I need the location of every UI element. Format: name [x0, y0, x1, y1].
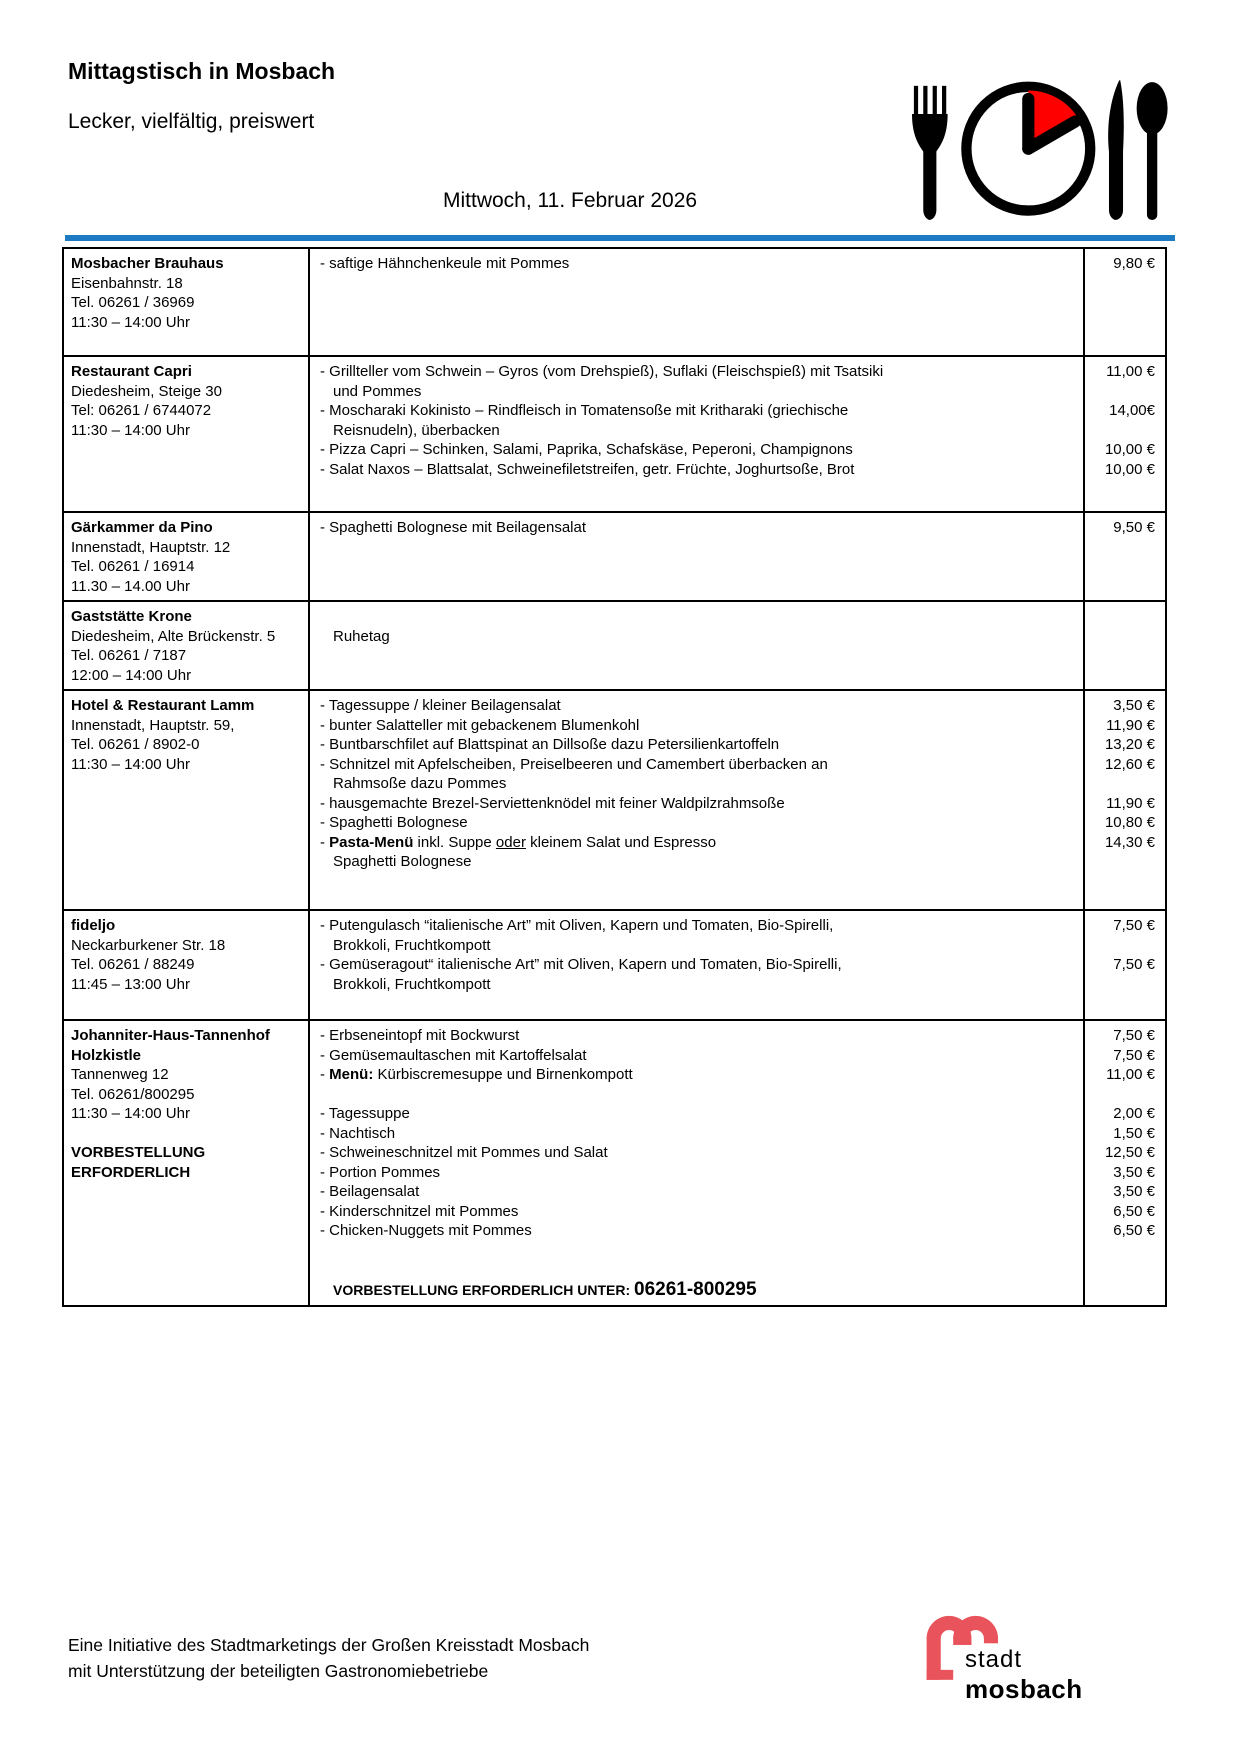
price-value: 2,00 € — [1113, 1105, 1155, 1122]
price-value: 3,50 € — [1113, 1183, 1155, 1200]
spacer — [1087, 1241, 1155, 1261]
restaurant-info-line: Diedesheim, Alte Brückenstr. 5 — [71, 627, 276, 645]
menu-item — [320, 916, 1077, 955]
spacer — [1087, 1260, 1155, 1280]
meal-time-logo — [897, 58, 1169, 230]
accent-rule — [65, 235, 1175, 241]
item-line: - Beilagensalat — [320, 1183, 420, 1200]
menu-item — [320, 1163, 1077, 1183]
price-value: 7,50 € — [1113, 917, 1155, 934]
item-line: - Tagessuppe / kleiner Beilagensalat — [320, 697, 561, 714]
price-value: 12,50 € — [1104, 1144, 1155, 1161]
item-text-segment: bunter Salatteller mit gebackenem Blumenkohl — [329, 716, 640, 734]
restaurant-cell — [64, 249, 310, 355]
menu-item — [320, 716, 1077, 736]
price-cell — [1083, 249, 1165, 355]
table-row — [64, 600, 1165, 689]
menu-item — [320, 735, 1077, 755]
spacer — [1087, 1085, 1155, 1105]
price-value: 11,00 € — [1106, 1066, 1155, 1083]
restaurant-info-line: Tannenweg 12 — [71, 1066, 169, 1083]
fork-icon — [912, 86, 948, 220]
restaurant-info-line: 12:00 – 14:00 Uhr — [71, 666, 192, 684]
item-line: - Gemüsemaultaschen mit Kartoffelsalat — [320, 1046, 587, 1064]
item-line: - Pizza Capri – Schinken, Salami, Paprika, Schafskäse, Peperoni, Champignons — [320, 441, 853, 458]
menu-item — [320, 794, 1077, 814]
restaurant-info-line: Holzkistle — [71, 1046, 142, 1064]
menu-cell — [310, 911, 1083, 1019]
item-line: - Portion Pommes — [320, 1163, 441, 1181]
item-line: - Spaghetti Bolognese — [320, 814, 468, 831]
menu-cell — [310, 357, 1083, 511]
item-line: - hausgemachte Brezel-Serviettenknödel mit feiner Waldpilzrahmsoße — [320, 794, 785, 812]
item-line — [333, 975, 1077, 995]
item-text-segment: 06261-800295 — [634, 1278, 757, 1300]
restaurant-name: Hotel & Restaurant Lamm — [71, 697, 255, 714]
table-row — [64, 689, 1165, 909]
restaurant-cell — [64, 357, 310, 511]
spacer — [71, 1124, 304, 1144]
spacer — [320, 607, 1077, 627]
restaurant-name: Gärkammer da Pino — [71, 519, 213, 536]
knife-icon — [1108, 80, 1124, 220]
restaurant-cell — [64, 1021, 310, 1305]
restaurant-name: Restaurant Capri — [71, 363, 192, 380]
spacer — [320, 1085, 1077, 1105]
restaurant-info-line: Innenstadt, Hauptstr. 12 — [71, 538, 231, 556]
price-value: 10,00 € — [1104, 460, 1155, 478]
item-text-segment: Putengulasch “italienische Art” mit Oliven, Kapern und Tomaten, Bio-Spirelli, — [329, 917, 834, 934]
item-text-segment: VORBESTELLUNG ERFORDERLICH UNTER: — [333, 1281, 634, 1298]
menu-item — [320, 1104, 1077, 1124]
item-line — [333, 382, 1077, 402]
price-value: 7,50 € — [1113, 1046, 1155, 1064]
date-line: Mittwoch, 11. Februar 2026 — [443, 189, 698, 212]
item-line: - Schnitzel mit Apfelscheiben, Preiselbeeren und Camembert überbacken an — [320, 755, 828, 773]
item-text-segment: Brokkoli, Fruchtkompott — [333, 936, 491, 954]
item-text-segment: Menü: — [329, 1066, 374, 1083]
price-cell — [1083, 911, 1165, 1019]
table-row — [64, 1019, 1165, 1305]
price-value: 12,60 € — [1104, 755, 1155, 773]
menu-item — [320, 518, 1077, 538]
item-line: - Gemüseragout“ italienische Art” mit Oliven, Kapern und Tomaten, Bio-Spirelli, — [320, 956, 842, 973]
price-cell — [1083, 513, 1165, 600]
restaurant-info-line: Tel. 06261/800295 — [71, 1085, 195, 1103]
price-value: 7,50 € — [1113, 956, 1155, 973]
item-line: - Grillteller vom Schwein – Gyros (vom Drehspieß), Suflaki (Fleischspieß) mit Tsatsiki — [320, 363, 884, 380]
table-row — [64, 909, 1165, 1019]
footer-line1: Eine Initiative des Stadtmarketings der Großen Kreisstadt Mosbach — [68, 1635, 590, 1655]
menu-table — [62, 247, 1167, 1307]
item-line: - Nachtisch — [320, 1124, 396, 1142]
item-line: - bunter Salatteller mit gebackenem Blumenkohl — [320, 716, 640, 734]
restaurant-info-line: Innenstadt, Hauptstr. 59, — [71, 716, 235, 734]
item-text-segment: Spaghetti Bolognese mit Beilagensalat — [329, 519, 587, 536]
price-value: 14,30 € — [1104, 833, 1155, 851]
item-text-segment: Pasta-Menü — [329, 833, 414, 851]
item-text-segment: Schweineschnitzel mit Pommes und Salat — [329, 1144, 608, 1161]
item-line — [333, 1280, 1077, 1301]
menu-item — [320, 460, 1077, 480]
item-line: - Erbseneintopf mit Bockwurst — [320, 1027, 520, 1044]
restaurant-info-line: Tel. 06261 / 88249 — [71, 956, 195, 973]
item-line: - Menü: Kürbiscremesuppe und Birnenkompott — [320, 1066, 633, 1083]
price-value — [1087, 1280, 1155, 1300]
price-value: 1,50 € — [1113, 1124, 1155, 1142]
menu-item — [320, 1221, 1077, 1241]
item-text-segment: Schnitzel mit Apfelscheiben, Preiselbeeren und Camembert überbacken an — [329, 755, 828, 773]
menu-cell — [310, 249, 1083, 355]
restaurant-info-line: 11.30 – 14.00 Uhr — [71, 577, 190, 595]
price-value: 11,00 € — [1106, 363, 1155, 380]
restaurant-cell — [64, 691, 310, 909]
menu-cell — [310, 1021, 1083, 1305]
menu-item — [320, 401, 1077, 440]
menu-item — [320, 955, 1077, 994]
item-line: - Pasta-Menü inkl. Suppe oder kleinem Salat und Espresso — [320, 833, 717, 851]
item-line — [333, 774, 1077, 794]
item-line — [333, 421, 1077, 441]
item-line: - Kinderschnitzel mit Pommes — [320, 1202, 519, 1220]
restaurant-cell — [64, 602, 310, 689]
clock-icon — [966, 87, 1090, 211]
item-text-segment: Brokkoli, Fruchtkompott — [333, 975, 491, 993]
restaurant-info-line: 11:30 – 14:00 Uhr — [71, 1105, 190, 1122]
menu-item — [320, 755, 1077, 794]
item-text-segment: und Pommes — [333, 382, 422, 400]
menu-item — [320, 1124, 1077, 1144]
price-value: 9,50 € — [1113, 519, 1155, 536]
item-text-segment: Pizza Capri – Schinken, Salami, Paprika, Schafskäse, Peperoni, Champignons — [329, 441, 853, 458]
price-cell — [1083, 602, 1165, 689]
price-value: 7,50 € — [1113, 1027, 1155, 1044]
price-value: 14,00€ — [1109, 402, 1155, 419]
menu-item — [320, 813, 1077, 833]
price-value: 11,90 € — [1106, 716, 1155, 734]
item-text-segment: saftige Hähnchenkeule mit Pommes — [329, 255, 570, 272]
item-line: - Chicken-Nuggets mit Pommes — [320, 1222, 532, 1239]
item-text-segment: Rahmsoße dazu Pommes — [333, 775, 507, 792]
item-text-segment: Erbseneintopf mit Bockwurst — [329, 1027, 520, 1044]
item-text-segment: Reisnudeln), überbacken — [333, 421, 500, 439]
item-line — [333, 936, 1077, 956]
item-text-segment: Nachtisch — [329, 1124, 396, 1142]
price-value: 10,00 € — [1104, 441, 1155, 458]
restaurant-info-line: 11:30 – 14:00 Uhr — [71, 755, 190, 773]
restaurant-cell — [64, 513, 310, 600]
price-value: 10,80 € — [1104, 814, 1155, 831]
price-cell — [1083, 357, 1165, 511]
footer-line2: mit Unterstützung der beteiligten Gastronomiebetriebe — [68, 1661, 489, 1681]
restaurant-info-line: ERFORDERLICH — [71, 1163, 191, 1181]
price-value: 3,50 € — [1113, 1163, 1155, 1181]
item-line: - Schweineschnitzel mit Pommes und Salat — [320, 1144, 608, 1161]
price-cell — [1083, 1021, 1165, 1305]
menu-item — [320, 696, 1077, 716]
menu-item — [320, 1280, 1077, 1301]
item-text-segment: Gemüsemaultaschen mit Kartoffelsalat — [329, 1046, 587, 1064]
page-title: Mittagstisch in Mosbach — [68, 58, 336, 84]
price-value: 13,20 € — [1104, 736, 1155, 753]
menu-item — [320, 833, 1077, 872]
item-line: - Tagessuppe — [320, 1105, 410, 1122]
price-value — [1087, 627, 1155, 647]
footer-text — [68, 1632, 589, 1684]
item-text-segment: Tagessuppe / kleiner Beilagensalat — [328, 697, 561, 714]
restaurant-name: Gaststätte Krone — [71, 608, 192, 625]
item-text-segment: Buntbarschfilet auf Blattspinat an Dillsoße dazu Petersilienkartoffeln — [329, 736, 780, 753]
item-text-segment: oder — [495, 833, 526, 851]
item-text-segment: Kinderschnitzel mit Pommes — [329, 1202, 519, 1220]
item-text-segment: Spaghetti Bolognese — [329, 814, 468, 831]
price-value: 11,90 € — [1106, 794, 1155, 812]
menu-cell — [310, 602, 1083, 689]
restaurant-info-line: Tel: 06261 / 6744072 — [71, 402, 212, 419]
restaurant-name: Johanniter-Haus-Tannenhof — [71, 1027, 270, 1044]
restaurant-cell — [64, 911, 310, 1019]
item-text-segment: Moscharaki Kokinisto – Rindfleisch in Tomatensoße mit Kritharaki (griechische — [329, 402, 849, 419]
spacer — [1087, 607, 1155, 627]
restaurant-info-line: 11:30 – 14:00 Uhr — [71, 421, 190, 439]
table-row — [64, 249, 1165, 355]
restaurant-name: fideljo — [71, 917, 116, 934]
menu-item — [320, 362, 1077, 401]
restaurant-name: Mosbacher Brauhaus — [71, 255, 224, 272]
restaurant-info-line: Diedesheim, Steige 30 — [71, 382, 222, 400]
menu-item — [320, 627, 1077, 647]
item-text-segment: Beilagensalat — [329, 1183, 420, 1200]
item-line — [333, 852, 1077, 872]
item-line: - Salat Naxos – Blattsalat, Schweinefiletstreifen, getr. Früchte, Joghurtsoße, Brot — [320, 460, 855, 478]
menu-item — [320, 254, 1077, 274]
spacer — [320, 1260, 1077, 1280]
menu-item — [320, 1026, 1077, 1046]
item-text-segment: kleinem Salat und Espresso — [525, 833, 717, 851]
table-row — [64, 355, 1165, 511]
restaurant-info-line: Tel. 06261 / 16914 — [71, 558, 195, 575]
item-line: - Putengulasch “italienische Art” mit Oliven, Kapern und Tomaten, Bio-Spirelli, — [320, 917, 834, 934]
price-value: 6,50 € — [1113, 1202, 1155, 1220]
item-text-segment: Portion Pommes — [329, 1163, 441, 1181]
restaurant-info-line: Tel. 06261 / 8902-0 — [71, 736, 200, 753]
item-text-segment: Kürbiscremesuppe und Birnenkompott — [373, 1066, 633, 1083]
menu-item — [320, 1202, 1077, 1222]
menu-item — [320, 1065, 1077, 1085]
menu-cell — [310, 691, 1083, 909]
item-line: - Spaghetti Bolognese mit Beilagensalat — [320, 519, 587, 536]
item-text-segment: Spaghetti Bolognese — [333, 853, 472, 870]
restaurant-info-line: VORBESTELLUNG — [71, 1144, 206, 1161]
restaurant-info-line: Tel. 06261 / 7187 — [71, 647, 187, 664]
item-text-segment: Gemüseragout“ italienische Art” mit Oliven, Kapern und Tomaten, Bio-Spirelli, — [329, 956, 842, 973]
table-row — [64, 511, 1165, 600]
menu-item — [320, 1182, 1077, 1202]
item-text-segment: Grillteller vom Schwein – Gyros (vom Drehspieß), Suflaki (Fleischspieß) mit Tsatsiki — [329, 363, 884, 380]
item-text-segment: Chicken-Nuggets mit Pommes — [329, 1222, 532, 1239]
item-line: - saftige Hähnchenkeule mit Pommes — [320, 255, 570, 272]
logo-text-stadt: stadt — [965, 1646, 1023, 1673]
spoon-icon — [1137, 82, 1168, 220]
item-text-segment: Tagessuppe — [328, 1105, 410, 1122]
item-text-segment: Salat Naxos – Blattsalat, Schweinefiletstreifen, getr. Früchte, Joghurtsoße, Brot — [329, 460, 855, 478]
price-value: 9,80 € — [1113, 255, 1155, 272]
menu-item — [320, 1143, 1077, 1163]
price-cell — [1083, 691, 1165, 909]
logo-words — [965, 1646, 1083, 1704]
item-line — [333, 627, 1077, 647]
item-line: - Moscharaki Kokinisto – Rindfleisch in Tomatensoße mit Kritharaki (griechische — [320, 402, 849, 419]
price-value: 6,50 € — [1113, 1222, 1155, 1239]
item-text-segment: Ruhetag — [333, 627, 390, 645]
menu-item — [320, 1046, 1077, 1066]
menu-item — [320, 440, 1077, 460]
restaurant-info-line: 11:45 – 13:00 Uhr — [71, 975, 190, 993]
item-line: - Buntbarschfilet auf Blattspinat an Dillsoße dazu Petersilienkartoffeln — [320, 736, 780, 753]
restaurant-info-line: 11:30 – 14:00 Uhr — [71, 313, 190, 331]
item-text-segment: inkl. Suppe — [413, 833, 496, 851]
page-subtitle: Lecker, vielfältig, preiswert — [68, 110, 315, 133]
menu-cell — [310, 513, 1083, 600]
restaurant-info-line: Neckarburkener Str. 18 — [71, 936, 226, 954]
restaurant-info-line: Tel. 06261 / 36969 — [71, 294, 195, 311]
price-value: 3,50 € — [1113, 697, 1155, 714]
logo-text-mosbach: mosbach — [965, 1674, 1083, 1704]
restaurant-info-line: Eisenbahnstr. 18 — [71, 274, 183, 292]
spacer — [320, 1241, 1077, 1261]
item-text-segment: hausgemachte Brezel-Serviettenknödel mit feiner Waldpilzrahmsoße — [329, 794, 785, 812]
